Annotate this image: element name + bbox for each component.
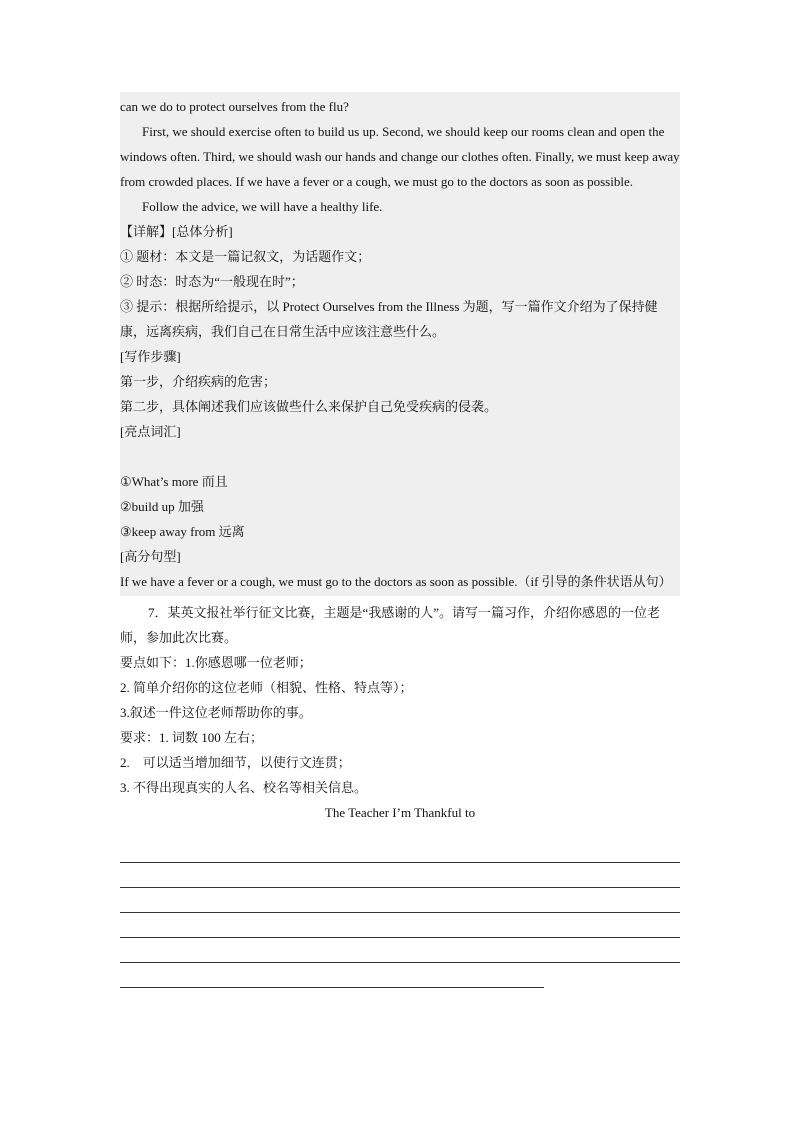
- answer-lines: [120, 838, 680, 988]
- writing-line[interactable]: [120, 913, 680, 938]
- requirement-3: 3. 不得出现真实的人名、校名等相关信息。: [120, 780, 368, 795]
- essay-paragraph-2: First, we should exercise often to build us up. Second, we should keep our rooms clean and open the windows often. Third, we should wash our hands and change our clothes often. Finally, we must keep away from crowded places. If we have a fever or a cough, we must go to the doctors as soon as possible.: [120, 124, 680, 189]
- vocab-item-2: ②build up 加强: [120, 499, 204, 514]
- blank-line: [120, 444, 680, 469]
- writing-line[interactable]: [120, 938, 680, 963]
- writing-line[interactable]: [120, 888, 680, 913]
- sentence-pattern: If we have a fever or a cough, we must go to the doctors as soon as possible.（if 引导的条件状语从句）: [120, 574, 672, 589]
- essay-line-1: can we do to protect ourselves from the flu?: [120, 99, 349, 114]
- question-point-3: 3.叙述一件这位老师帮助你的事。: [120, 705, 312, 720]
- vocab-item-1: ①What’s more 而且: [120, 474, 228, 489]
- essay-paragraph-3: Follow the advice, we will have a healthy life.: [142, 199, 383, 214]
- answer-block: [120, 92, 680, 596]
- question-point-2: 2. 简单介绍你的这位老师（相貌、性格、特点等）；: [120, 680, 413, 695]
- essay-title: The Teacher I’m Thankful to: [324, 805, 476, 820]
- document-page: [120, 92, 680, 988]
- vocab-heading: [亮点词汇]: [120, 424, 181, 439]
- analysis-point-1: ① 题材：本文是一篇记叙文，为话题作文；: [120, 249, 371, 264]
- writing-line[interactable]: [120, 838, 680, 863]
- sentence-heading: [高分句型]: [120, 549, 181, 564]
- vocab-item-3: ③keep away from 远离: [120, 524, 245, 539]
- step-2: 第二步，具体阐述我们应该做些什么来保护自己免受疾病的侵袭。: [120, 399, 498, 414]
- steps-heading: [写作步骤]: [120, 349, 181, 364]
- analysis-heading: 【详解】[总体分析]: [120, 224, 233, 239]
- writing-line[interactable]: [120, 863, 680, 888]
- analysis-point-2: ② 时态：时态为“一般现在时”；: [120, 274, 304, 289]
- requirement-1: 要求：1. 词数 100 左右；: [120, 730, 264, 745]
- step-1: 第一步，介绍疾病的危害；: [120, 374, 277, 389]
- question-point-1: 要点如下：1.你感恩哪一位老师；: [120, 655, 312, 670]
- requirement-2: 2. 可以适当增加细节，以使行文连贯；: [120, 755, 351, 770]
- analysis-point-3: ③ 提示：根据所给提示，以 Protect Ourselves from the Illness 为题，写一篇作文介绍为了保持健康，远离疾病，我们自己在日常生活中应该注意些什么。: [120, 299, 658, 339]
- question-block: [120, 600, 680, 988]
- question-prompt: 7．某英文报社举行征文比赛，主题是“我感谢的人”。请写一篇习作，介绍你感恩的一位老师，参加此次比赛。: [120, 605, 661, 645]
- writing-line[interactable]: [120, 963, 544, 988]
